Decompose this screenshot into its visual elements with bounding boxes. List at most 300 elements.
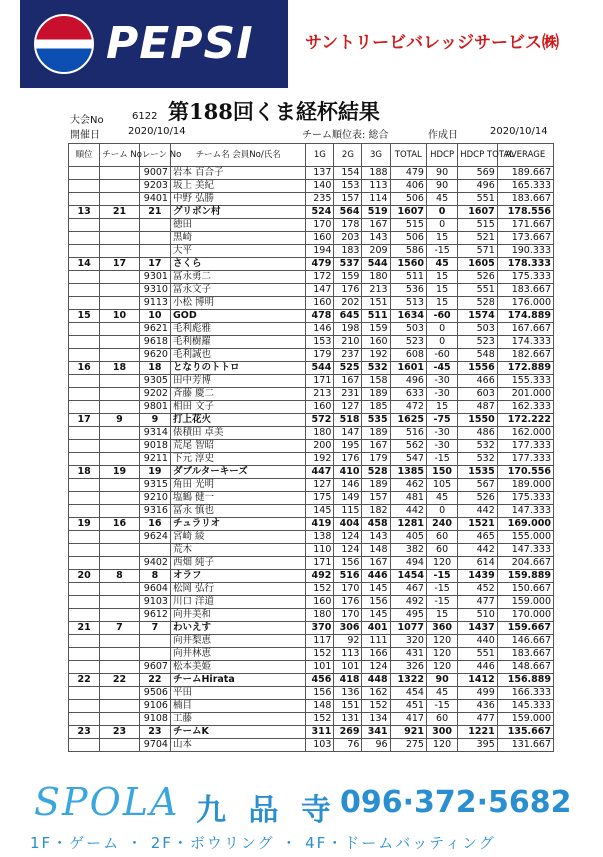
cell-g3: 189	[362, 427, 390, 440]
cell-g1: 370	[306, 622, 334, 635]
cell-g3: 544	[362, 258, 390, 271]
cell-member-name: 平田	[170, 687, 305, 700]
cell-hdcp-total: 1550	[458, 414, 498, 427]
cell-team-no	[100, 687, 140, 700]
cell-hdcp-total: 1556	[458, 362, 498, 375]
cell-hdcp: 15	[426, 609, 457, 622]
cell-g2: 518	[334, 414, 362, 427]
tournament-label: 大会No	[70, 115, 104, 126]
cell-member-name: 毛利樹羅	[170, 336, 305, 349]
member-row	[69, 700, 554, 713]
cell-average: 155.333	[497, 375, 553, 388]
cell-g3: 341	[362, 726, 390, 739]
cell-total: 494	[390, 557, 426, 570]
cell-rank	[69, 336, 100, 349]
cell-team-no	[100, 609, 140, 622]
cell-g2: 115	[334, 505, 362, 518]
cell-g2: 124	[334, 544, 362, 557]
cell-hdcp-total: 395	[458, 739, 498, 752]
member-row	[69, 284, 554, 297]
member-row	[69, 492, 554, 505]
cell-member-no: 9401	[139, 193, 170, 206]
cell-g3: 192	[362, 349, 390, 362]
cell-hdcp-total: 477	[458, 596, 498, 609]
cell-average: 204.667	[497, 557, 553, 570]
cell-g2: 202	[334, 297, 362, 310]
cell-g2: 76	[334, 739, 362, 752]
cell-member-no: 9624	[139, 531, 170, 544]
cell-g1: 160	[306, 401, 334, 414]
cell-rank: 23	[69, 726, 100, 739]
cell-hdcp-total: 477	[458, 713, 498, 726]
cell-total: 495	[390, 609, 426, 622]
cell-member-no: 9202	[139, 388, 170, 401]
cell-hdcp-total: 465	[458, 531, 498, 544]
cell-hdcp-total: 528	[458, 297, 498, 310]
cell-team-no: 17	[100, 258, 140, 271]
member-row	[69, 531, 554, 544]
cell-average: 162.000	[497, 427, 553, 440]
cell-hdcp-total: 1605	[458, 258, 498, 271]
cell-average: 169.000	[497, 518, 553, 531]
cell-g1: 175	[306, 492, 334, 505]
cell-average: 190.333	[497, 245, 553, 258]
cell-team-no	[100, 219, 140, 232]
cell-team-no	[100, 661, 140, 674]
cell-average: 165.333	[497, 180, 553, 193]
cell-rank	[69, 167, 100, 180]
cell-rank	[69, 180, 100, 193]
cell-hdcp-total: 532	[458, 440, 498, 453]
cell-hdcp: 120	[426, 557, 457, 570]
cell-average: 135.667	[497, 726, 553, 739]
cell-member-no: 9618	[139, 336, 170, 349]
cell-total: 921	[390, 726, 426, 739]
cell-hdcp: 360	[426, 622, 457, 635]
cell-team-no: 8	[100, 570, 140, 583]
cell-rank	[69, 388, 100, 401]
cell-g3: 182	[362, 505, 390, 518]
cell-g2: 183	[334, 245, 362, 258]
cell-average: 159.667	[497, 622, 553, 635]
cell-member-no: 9301	[139, 271, 170, 284]
cell-total: 515	[390, 219, 426, 232]
cell-lane-no: 8	[139, 570, 170, 583]
cell-member-name: 楠目	[170, 700, 305, 713]
cell-average: 146.667	[497, 635, 553, 648]
cell-team-name: 打上花火	[170, 414, 305, 427]
cell-g1: 103	[306, 739, 334, 752]
cell-team-no: 21	[100, 206, 140, 219]
cell-team-no	[100, 453, 140, 466]
cell-total: 1322	[390, 674, 426, 687]
header-g2: 2G	[334, 144, 362, 167]
cell-team-no	[100, 323, 140, 336]
cell-member-no: 9402	[139, 557, 170, 570]
cell-member-name: 毛利誠也	[170, 349, 305, 362]
cell-team-no: 10	[100, 310, 140, 323]
cell-g3: 446	[362, 570, 390, 583]
pepsi-wordmark: PEPSI	[106, 18, 254, 69]
cell-g2: 269	[334, 726, 362, 739]
date-label: 開催日	[70, 130, 100, 141]
cell-member-no: 9801	[139, 401, 170, 414]
cell-average: 177.333	[497, 440, 553, 453]
cell-member-name: 毛利彪雅	[170, 323, 305, 336]
cell-g3: 180	[362, 271, 390, 284]
cell-lane-no: 7	[139, 622, 170, 635]
cell-average: 177.333	[497, 453, 553, 466]
cell-g2: 564	[334, 206, 362, 219]
cell-g3: 185	[362, 401, 390, 414]
cell-g3: 166	[362, 648, 390, 661]
cell-member-no: 9103	[139, 596, 170, 609]
member-row	[69, 583, 554, 596]
cell-g2: 237	[334, 349, 362, 362]
cell-g3: 213	[362, 284, 390, 297]
cell-hdcp: 15	[426, 271, 457, 284]
cell-g1: 235	[306, 193, 334, 206]
member-row	[69, 687, 554, 700]
cell-member-name: 冨永勇二	[170, 271, 305, 284]
cell-team-no: 22	[100, 674, 140, 687]
cell-g2: 231	[334, 388, 362, 401]
cell-rank	[69, 219, 100, 232]
cell-hdcp-total: 523	[458, 336, 498, 349]
tournament-no: 6122	[132, 111, 158, 122]
cell-member-no: 9604	[139, 583, 170, 596]
team-row	[69, 466, 554, 479]
cell-total: 516	[390, 427, 426, 440]
cell-hdcp: -15	[426, 700, 457, 713]
cell-g1: 140	[306, 180, 334, 193]
cell-hdcp: -30	[426, 375, 457, 388]
cell-member-no: 9315	[139, 479, 170, 492]
member-row	[69, 453, 554, 466]
cell-team-no	[100, 349, 140, 362]
header-banner	[0, 0, 603, 90]
cell-g1: 160	[306, 232, 334, 245]
cell-g1: 194	[306, 245, 334, 258]
cell-total: 633	[390, 388, 426, 401]
cell-hdcp: 105	[426, 479, 457, 492]
header-hdcp-total: HDCP TOTAL	[458, 144, 498, 167]
cell-total: 320	[390, 635, 426, 648]
cell-g1: 127	[306, 479, 334, 492]
cell-total: 1454	[390, 570, 426, 583]
cell-lane-no: 9	[139, 414, 170, 427]
member-row	[69, 297, 554, 310]
cell-member-name: 小松 博明	[170, 297, 305, 310]
cell-g3: 167	[362, 557, 390, 570]
cell-rank: 20	[69, 570, 100, 583]
cell-hdcp: -15	[426, 596, 457, 609]
cell-hdcp: -30	[426, 440, 457, 453]
cell-team-no	[100, 479, 140, 492]
cell-g2: 151	[334, 700, 362, 713]
cell-average: 159.000	[497, 713, 553, 726]
cell-g1: 311	[306, 726, 334, 739]
team-row	[69, 310, 554, 323]
cell-team-no	[100, 557, 140, 570]
cell-lane-no: 10	[139, 310, 170, 323]
cell-member-no	[139, 544, 170, 557]
cell-g3: 535	[362, 414, 390, 427]
cell-average: 189.667	[497, 167, 553, 180]
cell-member-no	[139, 245, 170, 258]
cell-hdcp: 120	[426, 635, 457, 648]
team-row	[69, 726, 554, 739]
cell-total: 1385	[390, 466, 426, 479]
cell-member-name: 冨永文子	[170, 284, 305, 297]
cell-member-name: 向井林恵	[170, 648, 305, 661]
cell-g3: 532	[362, 362, 390, 375]
cell-hdcp: -30	[426, 388, 457, 401]
member-row	[69, 739, 554, 752]
cell-rank	[69, 505, 100, 518]
cell-rank	[69, 661, 100, 674]
pepsi-logo	[20, 0, 288, 88]
cell-g1: 171	[306, 375, 334, 388]
cell-hdcp-total: 436	[458, 700, 498, 713]
cell-member-no: 9106	[139, 700, 170, 713]
cell-g2: 131	[334, 713, 362, 726]
cell-member-no: 9305	[139, 375, 170, 388]
cell-member-name: 山本	[170, 739, 305, 752]
cell-hdcp: 15	[426, 284, 457, 297]
cell-rank	[69, 700, 100, 713]
cell-average: 162.333	[497, 401, 553, 414]
cell-rank: 15	[69, 310, 100, 323]
cell-g2: 645	[334, 310, 362, 323]
cell-team-no	[100, 492, 140, 505]
cell-g2: 167	[334, 375, 362, 388]
cell-average: 150.667	[497, 583, 553, 596]
cell-total: 523	[390, 336, 426, 349]
cell-member-no: 9704	[139, 739, 170, 752]
cell-g3: 160	[362, 336, 390, 349]
cell-rank: 18	[69, 466, 100, 479]
cell-g2: 136	[334, 687, 362, 700]
header-g1: 1G	[306, 144, 334, 167]
team-row	[69, 206, 554, 219]
cell-hdcp: 45	[426, 258, 457, 271]
cell-team-name: わいえす	[170, 622, 305, 635]
cell-g3: 162	[362, 687, 390, 700]
cell-member-no: 9211	[139, 453, 170, 466]
cell-team-no	[100, 531, 140, 544]
cell-g2: 124	[334, 531, 362, 544]
order-label: チーム順位表: 総合	[302, 130, 389, 141]
member-row	[69, 219, 554, 232]
cell-hdcp: 45	[426, 687, 457, 700]
cell-average: 159.889	[497, 570, 553, 583]
cell-total: 506	[390, 232, 426, 245]
cell-total: 472	[390, 401, 426, 414]
cell-member-name: 西畑 純子	[170, 557, 305, 570]
cell-total: 326	[390, 661, 426, 674]
cell-team-name: GOD	[170, 310, 305, 323]
cell-lane-no: 21	[139, 206, 170, 219]
cell-hdcp-total: 1412	[458, 674, 498, 687]
cell-g2: 410	[334, 466, 362, 479]
cell-g2: 195	[334, 440, 362, 453]
cell-team-no	[100, 388, 140, 401]
cell-member-name: 田中芳博	[170, 375, 305, 388]
cell-hdcp: -30	[426, 427, 457, 440]
cell-g1: 478	[306, 310, 334, 323]
cell-total: 1560	[390, 258, 426, 271]
cell-average: 147.333	[497, 505, 553, 518]
cell-g1: 200	[306, 440, 334, 453]
cell-rank	[69, 583, 100, 596]
cell-team-name: チュラリオ	[170, 518, 305, 531]
cell-hdcp-total: 1439	[458, 570, 498, 583]
cell-rank	[69, 648, 100, 661]
cell-rank	[69, 492, 100, 505]
cell-g2: 418	[334, 674, 362, 687]
cell-hdcp-total: 551	[458, 648, 498, 661]
cell-hdcp: 15	[426, 232, 457, 245]
cell-g1: 160	[306, 596, 334, 609]
cell-hdcp: 0	[426, 505, 457, 518]
cell-member-name: 荒尾 智昭	[170, 440, 305, 453]
cell-average: 176.000	[497, 297, 553, 310]
cell-hdcp-total: 1535	[458, 466, 498, 479]
cell-g1: 544	[306, 362, 334, 375]
results-table	[68, 143, 554, 752]
cell-total: 462	[390, 479, 426, 492]
cell-hdcp: -15	[426, 583, 457, 596]
team-row	[69, 674, 554, 687]
member-row	[69, 713, 554, 726]
cell-g3: 519	[362, 206, 390, 219]
cell-average: 156.889	[497, 674, 553, 687]
cell-rank	[69, 713, 100, 726]
cell-total: 1634	[390, 310, 426, 323]
cell-lane-no: 22	[139, 674, 170, 687]
cell-total: 1607	[390, 206, 426, 219]
cell-member-no: 9621	[139, 323, 170, 336]
cell-member-no: 9316	[139, 505, 170, 518]
cell-team-no: 9	[100, 414, 140, 427]
cell-team-no	[100, 648, 140, 661]
cell-hdcp: 90	[426, 180, 457, 193]
cell-g2: 159	[334, 271, 362, 284]
cell-hdcp: -60	[426, 349, 457, 362]
cell-hdcp-total: 526	[458, 271, 498, 284]
cell-average: 170.000	[497, 609, 553, 622]
cell-g2: 147	[334, 427, 362, 440]
team-row	[69, 414, 554, 427]
member-row	[69, 245, 554, 258]
cell-team-no: 18	[100, 362, 140, 375]
cell-g2: 176	[334, 453, 362, 466]
cell-hdcp: 45	[426, 193, 457, 206]
header-g3: 3G	[362, 144, 390, 167]
cell-hdcp-total: 440	[458, 635, 498, 648]
cell-hdcp: -60	[426, 310, 457, 323]
cell-hdcp: 15	[426, 297, 457, 310]
cell-member-name: 相田 文子	[170, 401, 305, 414]
cell-hdcp: 0	[426, 206, 457, 219]
cell-team-no	[100, 739, 140, 752]
cell-average: 182.667	[497, 349, 553, 362]
cell-member-name: 俵積田 卓美	[170, 427, 305, 440]
cell-member-no	[139, 219, 170, 232]
cell-total: 496	[390, 375, 426, 388]
cell-g1: 152	[306, 583, 334, 596]
cell-member-no: 9203	[139, 180, 170, 193]
cell-g2: 154	[334, 167, 362, 180]
member-row	[69, 323, 554, 336]
cell-hdcp: 60	[426, 544, 457, 557]
cell-team-name: オラフ	[170, 570, 305, 583]
cell-g3: 157	[362, 492, 390, 505]
cell-member-name: 黒崎	[170, 232, 305, 245]
cell-average: 166.333	[497, 687, 553, 700]
cell-g1: 171	[306, 557, 334, 570]
cell-g3: 528	[362, 466, 390, 479]
cell-g3: 143	[362, 531, 390, 544]
cell-average: 145.333	[497, 700, 553, 713]
cell-g2: 113	[334, 648, 362, 661]
cell-hdcp: -75	[426, 414, 457, 427]
cell-g3: 167	[362, 440, 390, 453]
member-row	[69, 232, 554, 245]
member-row	[69, 427, 554, 440]
cell-g2: 127	[334, 401, 362, 414]
cell-hdcp-total: 515	[458, 219, 498, 232]
cell-member-no: 9113	[139, 297, 170, 310]
cell-hdcp: 0	[426, 219, 457, 232]
cell-total: 547	[390, 453, 426, 466]
cell-g3: 151	[362, 297, 390, 310]
cell-team-no: 7	[100, 622, 140, 635]
header-lane-no: レーン No	[139, 144, 170, 167]
cell-hdcp-total: 1607	[458, 206, 498, 219]
header-total: TOTAL	[390, 144, 426, 167]
member-row	[69, 596, 554, 609]
cell-rank	[69, 297, 100, 310]
cell-g2: 306	[334, 622, 362, 635]
cell-average: 174.889	[497, 310, 553, 323]
cell-team-no	[100, 505, 140, 518]
cell-g3: 148	[362, 544, 390, 557]
cell-g2: 101	[334, 661, 362, 674]
cell-hdcp-total: 442	[458, 544, 498, 557]
cell-hdcp-total: 526	[458, 492, 498, 505]
cell-hdcp: 120	[426, 739, 457, 752]
team-row	[69, 570, 554, 583]
cell-g2: 210	[334, 336, 362, 349]
member-row	[69, 635, 554, 648]
cell-g3: 113	[362, 180, 390, 193]
cell-team-no	[100, 375, 140, 388]
cell-hdcp: 150	[426, 466, 457, 479]
cell-member-name: 岩本 百合子	[170, 167, 305, 180]
team-row	[69, 362, 554, 375]
cell-rank	[69, 687, 100, 700]
cell-rank	[69, 479, 100, 492]
cell-rank	[69, 544, 100, 557]
cell-team-name: グリボン村	[170, 206, 305, 219]
cell-total: 481	[390, 492, 426, 505]
cell-member-name: 塩鶴 健一	[170, 492, 305, 505]
cell-total: 454	[390, 687, 426, 700]
cell-team-no	[100, 440, 140, 453]
cell-average: 178.556	[497, 206, 553, 219]
